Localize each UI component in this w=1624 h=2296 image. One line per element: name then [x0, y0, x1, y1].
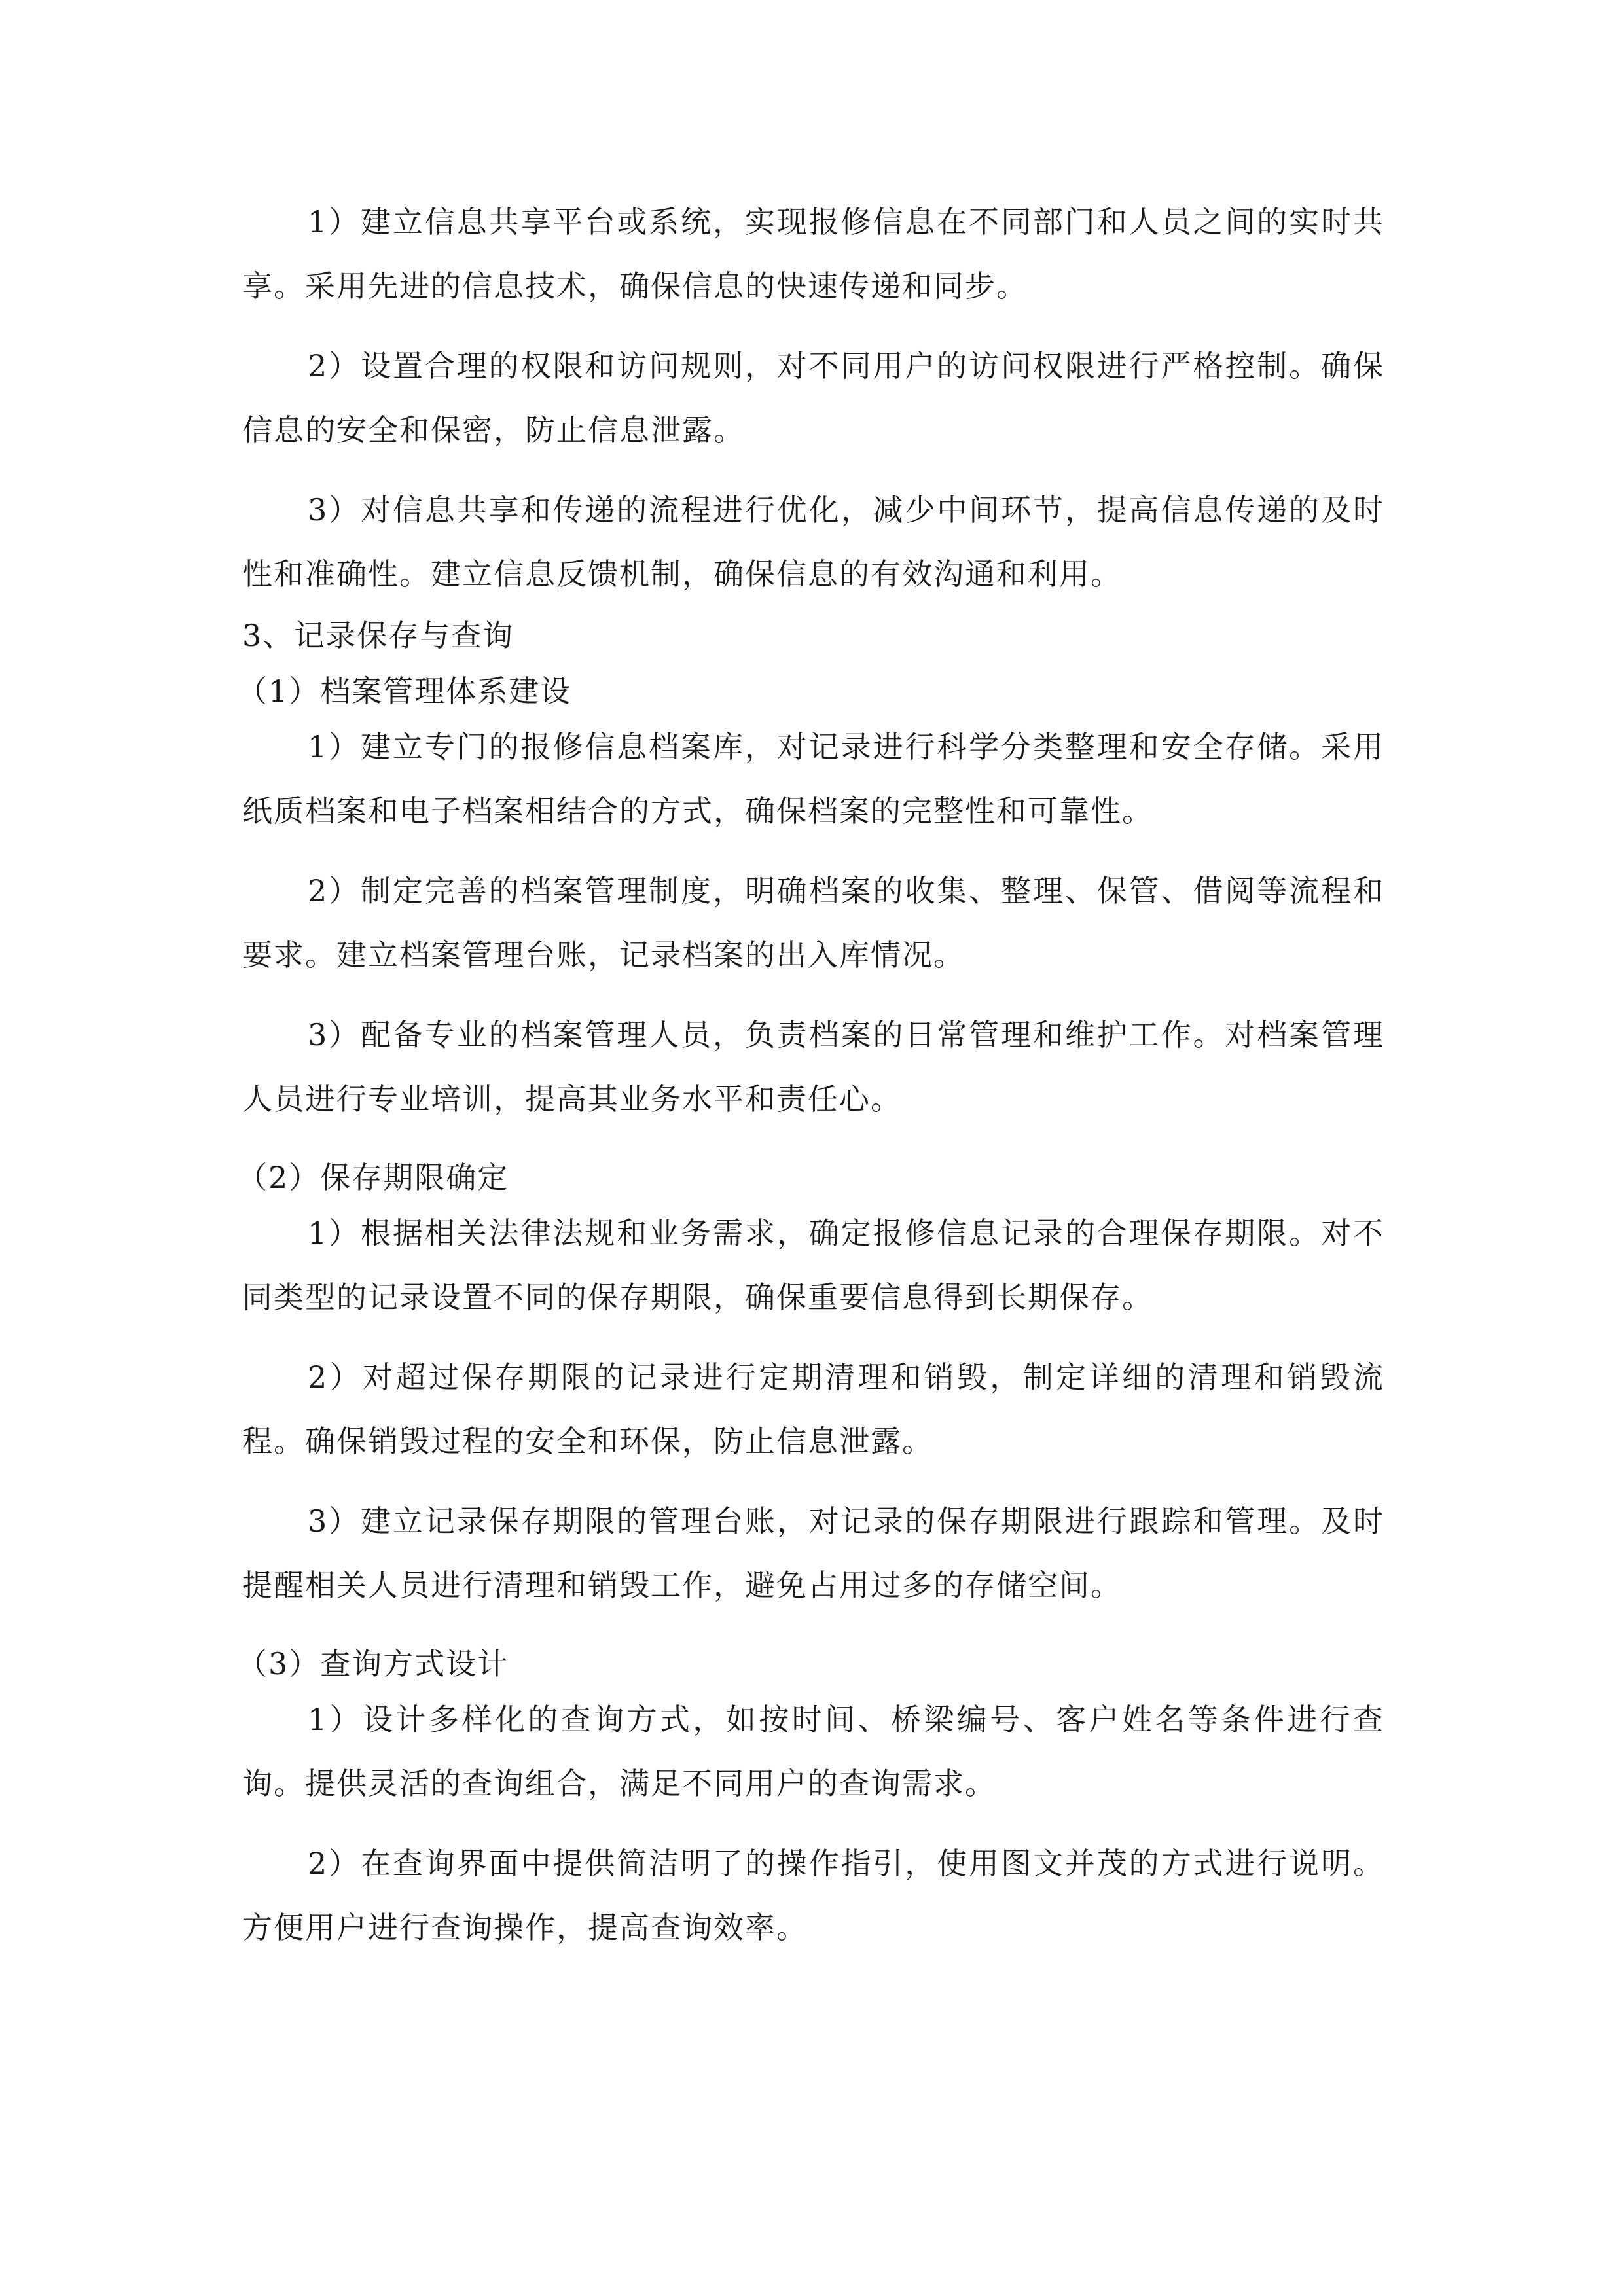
paragraph-process-optimization: 3）对信息共享和传递的流程进行优化，减少中间环节，提高信息传递的及时性和准确性。建立信息反馈机制，确保信息的有效沟通和利用。 — [242, 492, 1384, 592]
paragraph-archive-library: 1）建立专门的报修信息档案库，对记录进行科学分类整理和安全存储。采用纸质档案和电子档案相结合的方式，确保档案的完整性和可靠性。 — [242, 729, 1384, 829]
paragraph-query-guide: 2）在查询界面中提供简洁明了的操作指引，使用图文并茂的方式进行说明。方便用户进行查询操作，提高查询效率。 — [242, 1846, 1384, 1945]
subsection-heading-retention-period: （2）保存期限确定 — [237, 1160, 509, 1195]
section-heading: 3、记录保存与查询 — [242, 618, 514, 653]
paragraph-access-permissions: 2）设置合理的权限和访问规则，对不同用户的访问权限进行严格控制。确保信息的安全和保密，防止信息泄露。 — [242, 348, 1384, 448]
paragraph-query-options: 1）设计多样化的查询方式，如按时间、桥梁编号、客户姓名等条件进行查询。提供灵活的查询组合，满足不同用户的查询需求。 — [242, 1702, 1384, 1801]
paragraph-info-sharing-platform: 1）建立信息共享平台或系统，实现报修信息在不同部门和人员之间的实时共享。采用先进的信息技术，确保信息的快速传递和同步。 — [242, 204, 1384, 304]
paragraph-archive-rules: 2）制定完善的档案管理制度，明确档案的收集、整理、保管、借阅等流程和要求。建立档案管理台账，记录档案的出入库情况。 — [242, 873, 1384, 973]
subsection-heading-query-design: （3）查询方式设计 — [237, 1646, 509, 1681]
paragraph-retention-ledger: 3）建立记录保存期限的管理台账，对记录的保存期限进行跟踪和管理。及时提醒相关人员进行清理和销毁工作，避免占用过多的存储空间。 — [242, 1503, 1384, 1603]
paragraph-archive-staff: 3）配备专业的档案管理人员，负责档案的日常管理和维护工作。对档案管理人员进行专业培训，提高其业务水平和责任心。 — [242, 1017, 1384, 1117]
paragraph-retention-period: 1）根据相关法律法规和业务需求，确定报修信息记录的合理保存期限。对不同类型的记录设置不同的保存期限，确保重要信息得到长期保存。 — [242, 1215, 1384, 1315]
subsection-heading-archive-system: （1）档案管理体系建设 — [237, 673, 572, 709]
paragraph-record-destruction: 2）对超过保存期限的记录进行定期清理和销毁，制定详细的清理和销毁流程。确保销毁过程的安全和环保，防止信息泄露。 — [242, 1359, 1384, 1459]
